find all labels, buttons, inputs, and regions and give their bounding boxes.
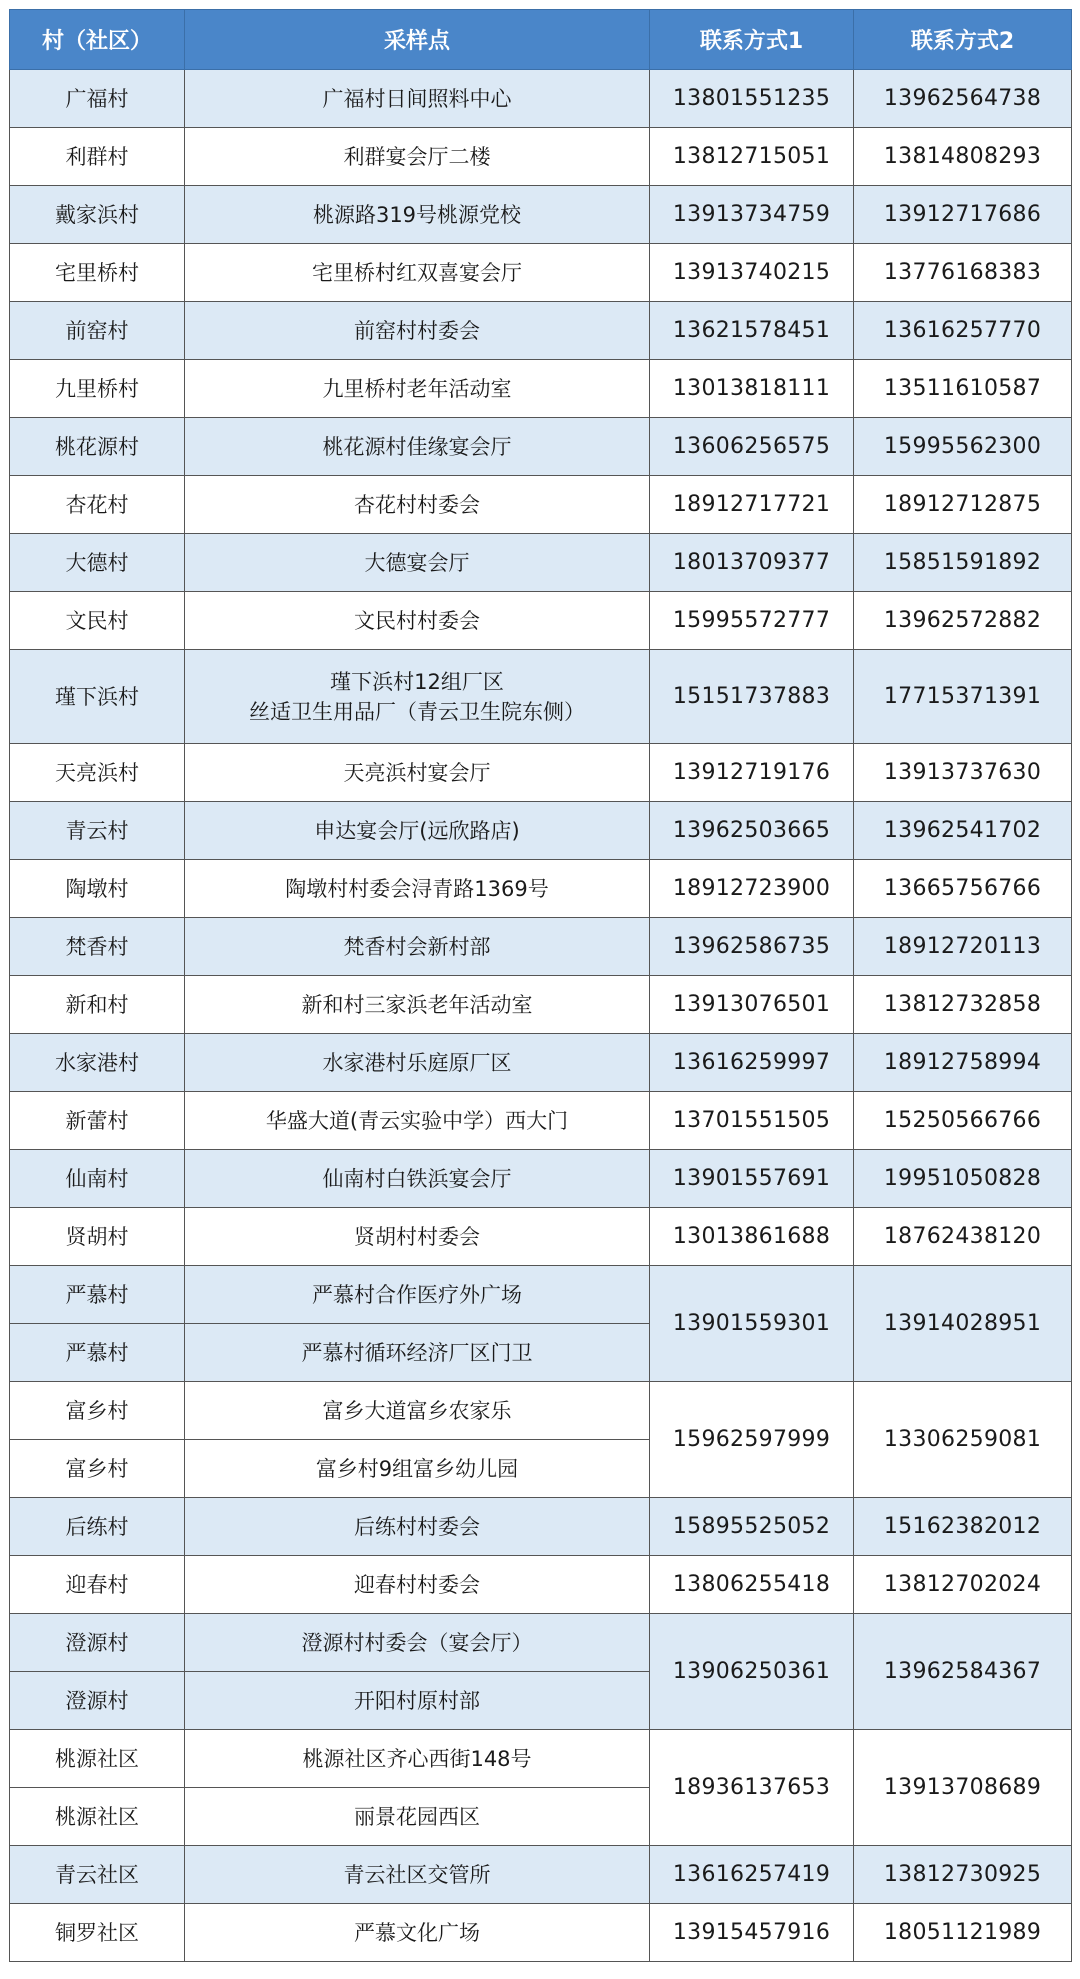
table-row: [10, 1208, 1072, 1266]
site-cell: 杏花村村委会: [185, 476, 650, 534]
village-cell: 利群村: [10, 128, 185, 186]
site-cell: 青云社区交管所: [185, 1846, 650, 1904]
village-cell: 青云社区: [10, 1846, 185, 1904]
village-cell: 迎春村: [10, 1556, 185, 1614]
phone2-cell: 18912720113: [854, 918, 1072, 976]
site-cell: 桃花源村佳缘宴会厅: [185, 418, 650, 476]
village-cell: 铜罗社区: [10, 1904, 185, 1962]
phone1-cell: 13806255418: [650, 1556, 854, 1614]
village-cell: 澄源村: [10, 1672, 185, 1730]
village-cell: 严慕村: [10, 1324, 185, 1382]
table-row: [10, 186, 1072, 244]
phone1-cell: 13913076501: [650, 976, 854, 1034]
phone2-cell: 17715371391: [854, 650, 1072, 744]
phone1-cell: 13616257419: [650, 1846, 854, 1904]
phone2-cell: 18912712875: [854, 476, 1072, 534]
phone1-cell: 13901557691: [650, 1150, 854, 1208]
phone1-cell: 15895525052: [650, 1498, 854, 1556]
village-cell: 九里桥村: [10, 360, 185, 418]
phone2-cell: 13812730925: [854, 1846, 1072, 1904]
phone2-cell: 13962572882: [854, 592, 1072, 650]
site-cell: 新和村三家浜老年活动室: [185, 976, 650, 1034]
phone1-cell: 13812715051: [650, 128, 854, 186]
site-line-1: 瑾下浜村12组厂区: [330, 669, 504, 694]
phone1-cell: 18912717721: [650, 476, 854, 534]
phone1-cell: 13701551505: [650, 1092, 854, 1150]
phone2-cell: 13616257770: [854, 302, 1072, 360]
phone2-cell: 15162382012: [854, 1498, 1072, 1556]
site-cell: 前窑村村委会: [185, 302, 650, 360]
table-row: [10, 244, 1072, 302]
phone1-cell: 13606256575: [650, 418, 854, 476]
site-cell: [185, 650, 650, 744]
header-village: 村（社区）: [10, 10, 185, 70]
site-cell: 严慕村循环经济厂区门卫: [185, 1324, 650, 1382]
village-cell: 杏花村: [10, 476, 185, 534]
village-cell: 前窑村: [10, 302, 185, 360]
village-cell: 桃源社区: [10, 1730, 185, 1788]
phone2-cell: 13962564738: [854, 70, 1072, 128]
phone2-cell: 13665756766: [854, 860, 1072, 918]
village-cell: 青云村: [10, 802, 185, 860]
table-row: [10, 744, 1072, 802]
site-cell: 丽景花园西区: [185, 1788, 650, 1846]
phone1-cell: 18013709377: [650, 534, 854, 592]
village-cell: 新蕾村: [10, 1092, 185, 1150]
site-cell: 文民村村委会: [185, 592, 650, 650]
village-cell: 宅里桥村: [10, 244, 185, 302]
table-row: [10, 476, 1072, 534]
table-row: [10, 70, 1072, 128]
table-row: [10, 302, 1072, 360]
village-cell: 水家港村: [10, 1034, 185, 1092]
table-row: [10, 360, 1072, 418]
site-cell: 后练村村委会: [185, 1498, 650, 1556]
table-row: [10, 860, 1072, 918]
village-cell: 富乡村: [10, 1440, 185, 1498]
table-row: [10, 802, 1072, 860]
table-row: [10, 1034, 1072, 1092]
table-header: [10, 10, 1072, 70]
table-row: [10, 1092, 1072, 1150]
phone1-cell: 13616259997: [650, 1034, 854, 1092]
site-line-2: 丝适卫生用品厂（青云卫生院东侧）: [249, 699, 585, 724]
village-cell: 富乡村: [10, 1382, 185, 1440]
site-cell: 梵香村会新村部: [185, 918, 650, 976]
table-row: [10, 1614, 1072, 1672]
village-cell: 桃花源村: [10, 418, 185, 476]
village-cell: 大德村: [10, 534, 185, 592]
table-body: [10, 70, 1072, 1962]
table-row: [10, 918, 1072, 976]
table-row: [10, 1904, 1072, 1962]
village-cell: 贤胡村: [10, 1208, 185, 1266]
table-row: [10, 1266, 1072, 1324]
phone2-cell: 13962584367: [854, 1614, 1072, 1730]
table-row: [10, 1730, 1072, 1788]
site-cell: 贤胡村村委会: [185, 1208, 650, 1266]
phone2-cell: 13913737630: [854, 744, 1072, 802]
header-contact-1: 联系方式1: [650, 10, 854, 70]
phone2-cell: 15851591892: [854, 534, 1072, 592]
site-cell: 开阳村原村部: [185, 1672, 650, 1730]
site-cell: 富乡村9组富乡幼儿园: [185, 1440, 650, 1498]
village-cell: 瑾下浜村: [10, 650, 185, 744]
table-row: [10, 1498, 1072, 1556]
phone2-cell: 18912758994: [854, 1034, 1072, 1092]
site-cell: 大德宴会厅: [185, 534, 650, 592]
village-cell: 戴家浜村: [10, 186, 185, 244]
phone2-cell: 18051121989: [854, 1904, 1072, 1962]
site-cell: 利群宴会厅二楼: [185, 128, 650, 186]
phone1-cell: 15151737883: [650, 650, 854, 744]
village-cell: 桃源社区: [10, 1788, 185, 1846]
site-cell: 桃源路319号桃源党校: [185, 186, 650, 244]
phone1-cell: 13901559301: [650, 1266, 854, 1382]
village-cell: 后练村: [10, 1498, 185, 1556]
sampling-sites-table: [9, 9, 1072, 1962]
phone2-cell: 18762438120: [854, 1208, 1072, 1266]
phone2-cell: 13812732858: [854, 976, 1072, 1034]
site-cell: 宅里桥村红双喜宴会厅: [185, 244, 650, 302]
site-cell: 严慕文化广场: [185, 1904, 650, 1962]
phone2-cell: 13511610587: [854, 360, 1072, 418]
phone1-cell: 15995572777: [650, 592, 854, 650]
village-cell: 仙南村: [10, 1150, 185, 1208]
phone2-cell: 13776168383: [854, 244, 1072, 302]
phone1-cell: 13915457916: [650, 1904, 854, 1962]
sampling-sites-table-container: [9, 9, 1071, 1962]
phone1-cell: 13913734759: [650, 186, 854, 244]
site-cell: 桃源社区齐心西街148号: [185, 1730, 650, 1788]
phone2-cell: 13812702024: [854, 1556, 1072, 1614]
phone2-cell: 13962541702: [854, 802, 1072, 860]
site-cell: 严慕村合作医疗外广场: [185, 1266, 650, 1324]
header-contact-2: 联系方式2: [854, 10, 1072, 70]
site-cell: 澄源村村委会（宴会厅）: [185, 1614, 650, 1672]
phone2-cell: 19951050828: [854, 1150, 1072, 1208]
phone1-cell: 13013861688: [650, 1208, 854, 1266]
phone1-cell: 13962586735: [650, 918, 854, 976]
table-row: [10, 1846, 1072, 1904]
site-cell: 富乡大道富乡农家乐: [185, 1382, 650, 1440]
village-cell: 澄源村: [10, 1614, 185, 1672]
phone1-cell: 13801551235: [650, 70, 854, 128]
phone1-cell: 15962597999: [650, 1382, 854, 1498]
table-row: [10, 1150, 1072, 1208]
phone2-cell: 13306259081: [854, 1382, 1072, 1498]
phone1-cell: 13913740215: [650, 244, 854, 302]
village-cell: 严慕村: [10, 1266, 185, 1324]
table-row: [10, 592, 1072, 650]
table-row: [10, 418, 1072, 476]
phone1-cell: 13962503665: [650, 802, 854, 860]
site-cell: 华盛大道(青云实验中学）西大门: [185, 1092, 650, 1150]
phone2-cell: 13912717686: [854, 186, 1072, 244]
phone1-cell: 13013818111: [650, 360, 854, 418]
village-cell: 梵香村: [10, 918, 185, 976]
table-row: [10, 534, 1072, 592]
table-row: [10, 128, 1072, 186]
header-sampling-site: 采样点: [185, 10, 650, 70]
phone1-cell: 18936137653: [650, 1730, 854, 1846]
site-cell: 天亮浜村宴会厅: [185, 744, 650, 802]
phone1-cell: 13906250361: [650, 1614, 854, 1730]
site-cell: 申达宴会厅(远欣路店): [185, 802, 650, 860]
village-cell: 文民村: [10, 592, 185, 650]
phone1-cell: 13912719176: [650, 744, 854, 802]
site-cell: 迎春村村委会: [185, 1556, 650, 1614]
phone1-cell: 18912723900: [650, 860, 854, 918]
site-cell: 陶墩村村委会浔青路1369号: [185, 860, 650, 918]
table-row: [10, 976, 1072, 1034]
village-cell: 陶墩村: [10, 860, 185, 918]
site-cell: 水家港村乐庭原厂区: [185, 1034, 650, 1092]
site-cell: 九里桥村老年活动室: [185, 360, 650, 418]
phone2-cell: 13814808293: [854, 128, 1072, 186]
village-cell: 新和村: [10, 976, 185, 1034]
phone2-cell: 15995562300: [854, 418, 1072, 476]
village-cell: 天亮浜村: [10, 744, 185, 802]
table-row: [10, 650, 1072, 744]
table-row: [10, 1382, 1072, 1440]
phone2-cell: 15250566766: [854, 1092, 1072, 1150]
phone2-cell: 13913708689: [854, 1730, 1072, 1846]
site-cell: 广福村日间照料中心: [185, 70, 650, 128]
village-cell: 广福村: [10, 70, 185, 128]
table-row: [10, 1556, 1072, 1614]
phone2-cell: 13914028951: [854, 1266, 1072, 1382]
site-cell: 仙南村白铁浜宴会厅: [185, 1150, 650, 1208]
phone1-cell: 13621578451: [650, 302, 854, 360]
